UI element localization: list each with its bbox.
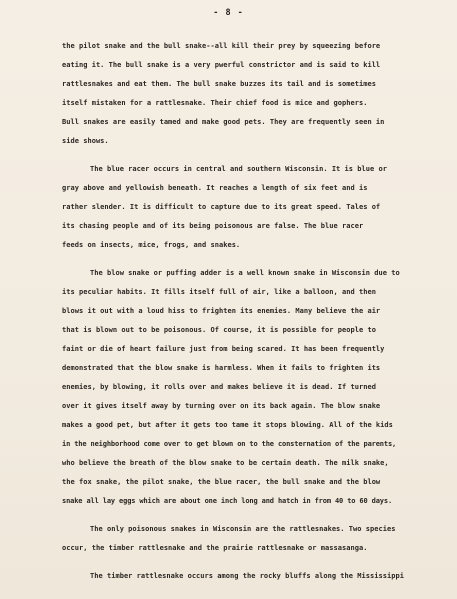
text-line: occur, the timber rattlesnake and the prairie rattlesnake or massasanga. xyxy=(62,544,368,552)
text-line: that is blown out to be poisonous. Of course, it is possible for people to xyxy=(62,326,376,334)
text-line: gray above and yellowish beneath. It reaches a length of six feet and is xyxy=(62,184,368,192)
text-line: the pilot snake and the bull snake--all kill their prey by squeezing before xyxy=(62,42,381,50)
text-line: in the neighborhood come over to get blown on to the consternation of the parents, xyxy=(62,440,397,448)
text-line: its chasing people and of its being poisonous are false. The blue racer xyxy=(62,222,364,230)
text-line: blows it out with a loud hiss to frighten its enemies. Many believe the air xyxy=(62,307,381,315)
text-line: who believe the breath of the blow snake to be certain death. The milk snake, xyxy=(62,459,389,467)
text-line: makes a good pet, but after it gets too tame it stops blowing. All of the kids xyxy=(62,421,393,429)
text-line: snake all lay eggs which are about one inch long and hatch in from 40 to 60 days. xyxy=(62,497,393,505)
text-line: The blow snake or puffing adder is a well known snake in Wisconsin due to xyxy=(90,269,400,277)
text-line: Bull snakes are easily tamed and make good pets. They are frequently seen in xyxy=(62,118,385,126)
text-line: The timber rattlesnake occurs among the rocky bluffs along the Mississippi xyxy=(90,572,404,580)
text-line: its peculiar habits. It fills itself full of air, like a balloon, and then xyxy=(62,288,376,296)
text-line: demonstrated that the blow snake is harmless. When it fails to frighten its xyxy=(62,364,381,372)
text-line: side shows. xyxy=(62,137,109,145)
text-line: rather slender. It is difficult to capture due to its great speed. Tales of xyxy=(62,203,381,211)
text-line: over it gives itself away by turning over on its back again. The blow snake xyxy=(62,402,381,410)
text-line: feeds on insects, mice, frogs, and snakes. xyxy=(62,241,241,249)
text-line: The blue racer occurs in central and southern Wisconsin. It is blue or xyxy=(90,165,387,173)
text-line: enemies, by blowing, it rolls over and makes believe it is dead. If turned xyxy=(62,383,376,391)
text-line: itself mistaken for a rattlesnake. Their chief food is mice and gophers. xyxy=(62,99,368,107)
text-line: faint or die of heart failure just from being scared. It has been frequently xyxy=(62,345,385,353)
text-line: The only poisonous snakes in Wisconsin are the rattlesnakes. Two species xyxy=(90,525,396,533)
text-line: rattlesnakes and eat them. The bull snake buzzes its tail and is sometimes xyxy=(62,80,376,88)
text-line: eating it. The bull snake is a very pwerful constrictor and is said to kill xyxy=(62,61,381,69)
page-number: - 8 - xyxy=(213,8,244,18)
text-line: the fox snake, the pilot snake, the blue racer, the bull snake and the blow xyxy=(62,478,381,486)
